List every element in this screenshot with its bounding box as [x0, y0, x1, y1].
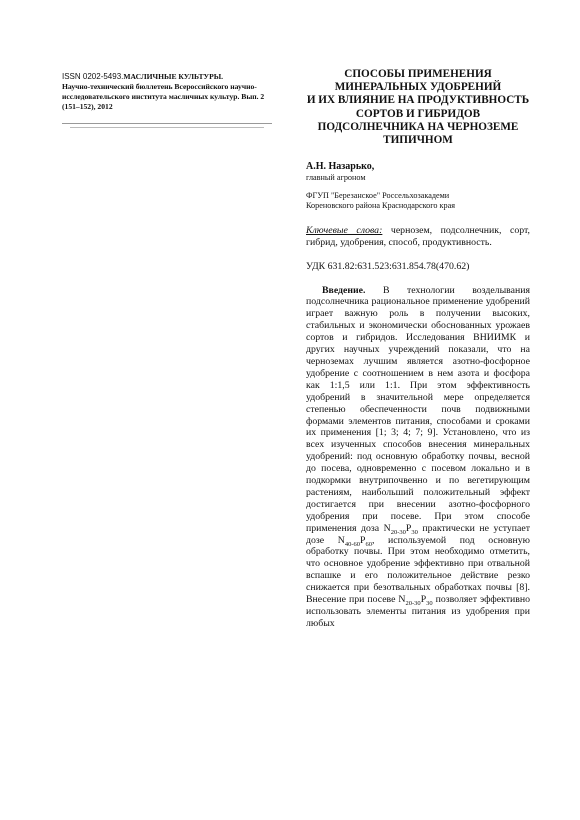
- subscript: 60: [365, 540, 372, 548]
- keywords-label: Ключевые слова:: [306, 224, 383, 236]
- keywords-text: чернозем, подсолнечник, сорт, гибрид, удобрения, способ, продуктивность.: [306, 224, 531, 248]
- intro-label: Введение.: [322, 284, 366, 296]
- body-text-6: P: [420, 594, 427, 606]
- udc-code: УДК 631.82:631.523:631.854.78(470.62): [306, 260, 470, 272]
- body-text-1: В технологии возделывания подсолнечника рациональное применение удобрений играет важную роль в получении высоких, стабильных и экономически обоснованных урожаев сортов и гибридов. Исследования ВНИИМК и других научных учреждений показали, что на черноземах лучшим является азотно-фосфорное удобрение с соотношением в нем азота и фосфора как 1:1,5 или 1:1. При этом эффективность удобрений в значительной мере определяется степенью обеспеченности почв подвижными формами элементов питания, способами и сроками их применения [1; 3; 4; 7; 9]. Установлено, что из всех изученных способов внесения минеральных удобрений: под основную обработку почвы, весной до посева, одновременно с посевом локально и в подкормки внутрипочвенно и по вегетирующим растениям, наибольший положительный эффект достигается при внесении азотно-фосфорного удобрения при посеве. При этом способе применения доза N: [306, 284, 530, 534]
- article-column: [306, 68, 530, 630]
- author-role: главный агроном: [306, 173, 366, 183]
- subscript: 20-30: [405, 600, 421, 608]
- keywords: [306, 225, 530, 249]
- journal-title: МАСЛИЧНЫЕ КУЛЬТУРЫ.: [123, 72, 224, 81]
- body-text-3: практически не уступает дозе N: [306, 522, 530, 546]
- author-name: А.Н. Назарько,: [306, 161, 375, 173]
- body-text-2: P: [405, 522, 412, 534]
- header-rule-secondary: [70, 127, 264, 128]
- journal-info: [62, 72, 272, 112]
- body-text-7: позволяет эффективно использовать элементы питания из удобрения при любых: [306, 594, 530, 629]
- subscript: 30: [426, 600, 433, 608]
- intro-paragraph: [306, 285, 530, 630]
- author-affiliation: ФГУП "Березанское" Россельхозакадеми Кореновского района Краснодарского края: [306, 190, 456, 211]
- issn: ISSN 0202-5493.: [62, 72, 124, 81]
- subscript: 40-60: [344, 540, 360, 548]
- body-text-4: P: [360, 534, 366, 546]
- article-title: СПОСОБЫ ПРИМЕНЕНИЯ МИНЕРАЛЬНЫХ УДОБРЕНИЙ И ИХ ВЛИЯНИЕ НА ПРОДУКТИВНОСТЬ СОРТОВ И ГИБРИДОВ ПОДСОЛНЕЧНИКА НА ЧЕРНОЗЕМЕ ТИПИЧНОМ: [306, 68, 530, 147]
- subscript: 30: [411, 528, 418, 536]
- subscript: 20-30: [390, 528, 406, 536]
- body-text-5: , используемой под основную обработку почвы. При этом необходимо отметить, что основное удобрение эффективно при отвальной вспашке и его положительное действие резко снижается при безотвальных обработках почвы [8]. Внесение при посеве N: [306, 534, 530, 606]
- header-rule: [62, 123, 272, 124]
- journal-header: [62, 72, 272, 128]
- journal-description: Научно-технический бюллетень Всероссийского научно-исследовательского института масличных культур. Вып. 2 (151–152), 2012: [62, 82, 265, 111]
